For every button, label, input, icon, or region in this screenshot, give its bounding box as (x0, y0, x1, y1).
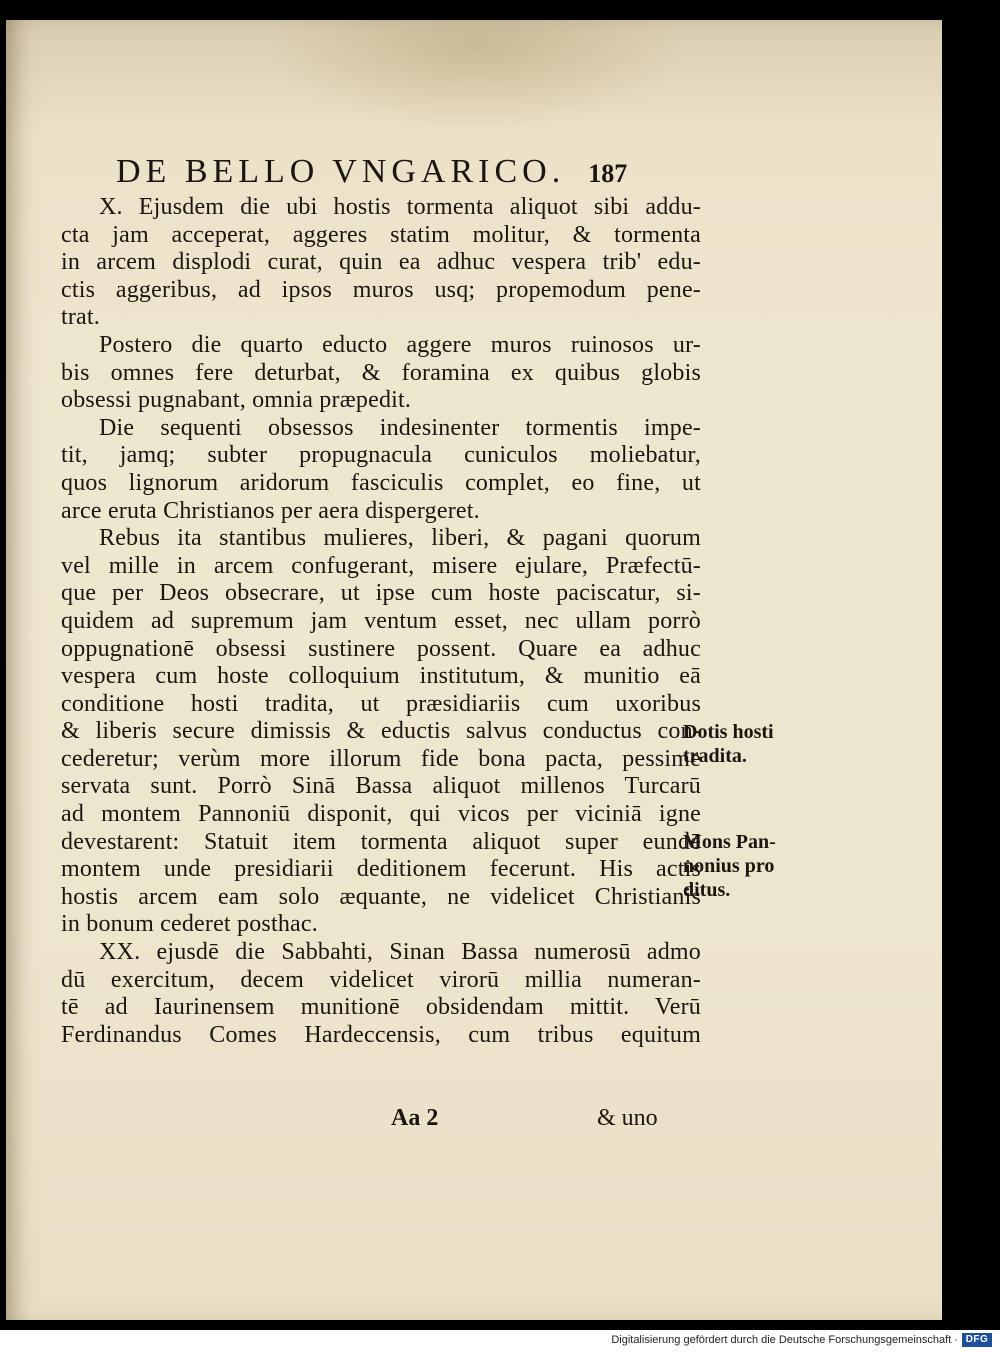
marginal-note-mons (683, 830, 776, 902)
marginal-note-line: ditus. (683, 879, 731, 901)
text-line: hostis arcem eam solo æquante, ne videlicet Christianis (61, 883, 701, 910)
water-stain (266, 20, 686, 130)
catchline (61, 1105, 681, 1135)
text-line: que per Deos obsecrare, ut ipse cum hoste paciscatur, si- (61, 580, 701, 607)
text-line: Rebus ita stantibus mulieres, liberi, & pagani quorum (99, 525, 701, 552)
text-line: servata sunt. Porrò Sinā Bassa aliquot millenos Turcarū (61, 773, 701, 800)
text-line: ctis aggeribus, ad ipsos muros usq; propemodum pene- (61, 276, 701, 303)
marginal-note-dotis (683, 720, 774, 768)
catchword: & uno (597, 1105, 658, 1131)
text-line: devestarent: Statuit item tormenta aliquot super eundē (61, 828, 701, 855)
text-line: ad montem Pannoniū disponit, qui vicos per viciniā igne (61, 801, 701, 828)
text-line: conditione hosti tradita, ut præsidiariis cum uxoribus (61, 690, 701, 717)
text-line: Postero die quarto educto aggere muros ruinosos ur- (99, 331, 701, 358)
text-line: trat. (61, 304, 100, 331)
marginal-note-line: nonius pro (683, 855, 775, 877)
text-line: tē ad Iaurinensem munitionē obsidendam mittit. Verū (61, 994, 701, 1021)
text-line: & liberis secure dimissis & eductis salvus conductus con- (61, 718, 701, 745)
text-line: XX. ejusdē die Sabbahti, Sinan Bassa numerosū admo (99, 939, 701, 966)
text-line: vel mille in arcem confugerant, misere ejulare, Præfectū- (61, 552, 701, 579)
text-line: Die sequenti obsessos indesinenter tormentis impe- (99, 414, 701, 441)
text-line: cederetur; verùm more illorum fide bona pacta, pessime (61, 745, 701, 772)
text-line: in bonum cederet posthac. (61, 911, 318, 938)
text-line: quidem ad supremum jam ventum esset, nec ullam porrò (61, 607, 701, 634)
funding-credit: Digitalisierung gefördert durch die Deutsche Forschungsgemeinschaft · (611, 1334, 958, 1346)
text-line: obsessi pugnabant, omnia præpedit. (61, 387, 412, 414)
marginal-note-line: Dotis hosti (683, 721, 774, 743)
marginal-note-line: Mons Pan- (683, 831, 776, 853)
text-line: cta jam acceperat, aggeres statim molitur, & tormenta (61, 221, 701, 248)
text-line: montem unde presidiarii deditionem fecerunt. His actis (61, 856, 701, 883)
footer-bar (0, 1330, 1000, 1352)
signature-mark: Aa 2 (391, 1105, 439, 1131)
text-line: oppugnationē obsessi sustinere possent. Quare ea adhuc (61, 635, 701, 662)
text-line: bis omnes fere deturbat, & foramina ex quibus globis (61, 359, 701, 386)
body-text (61, 194, 701, 1049)
dfg-logo-icon: DFG (962, 1333, 992, 1347)
text-line: X. Ejusdem die ubi hostis tormenta aliquot sibi addu- (99, 194, 701, 220)
text-line: tit, jamq; subter propugnacula cuniculos moliebatur, (61, 442, 701, 469)
running-title: DE BELLO VNGARICO. (116, 153, 566, 190)
text-line: arce eruta Christianos per aera dispergeret. (61, 497, 480, 524)
book-page (6, 20, 942, 1320)
text-line: vespera cum hoste colloquium institutum, & munitio eā (61, 663, 701, 690)
marginal-note-line: tradita. (683, 745, 747, 767)
text-line: in arcem displodi curat, quin ea adhuc vespera trib' edu- (61, 249, 701, 276)
text-line: quos lignorum aridorum fasciculis complet, eo fine, ut (61, 469, 701, 496)
text-line: dū exercitum, decem videlicet virorū millia numeran- (61, 966, 701, 993)
text-line: Ferdinandus Comes Hardeccensis, cum tribus equitum (61, 1021, 701, 1048)
page-number: 187 (588, 159, 628, 188)
